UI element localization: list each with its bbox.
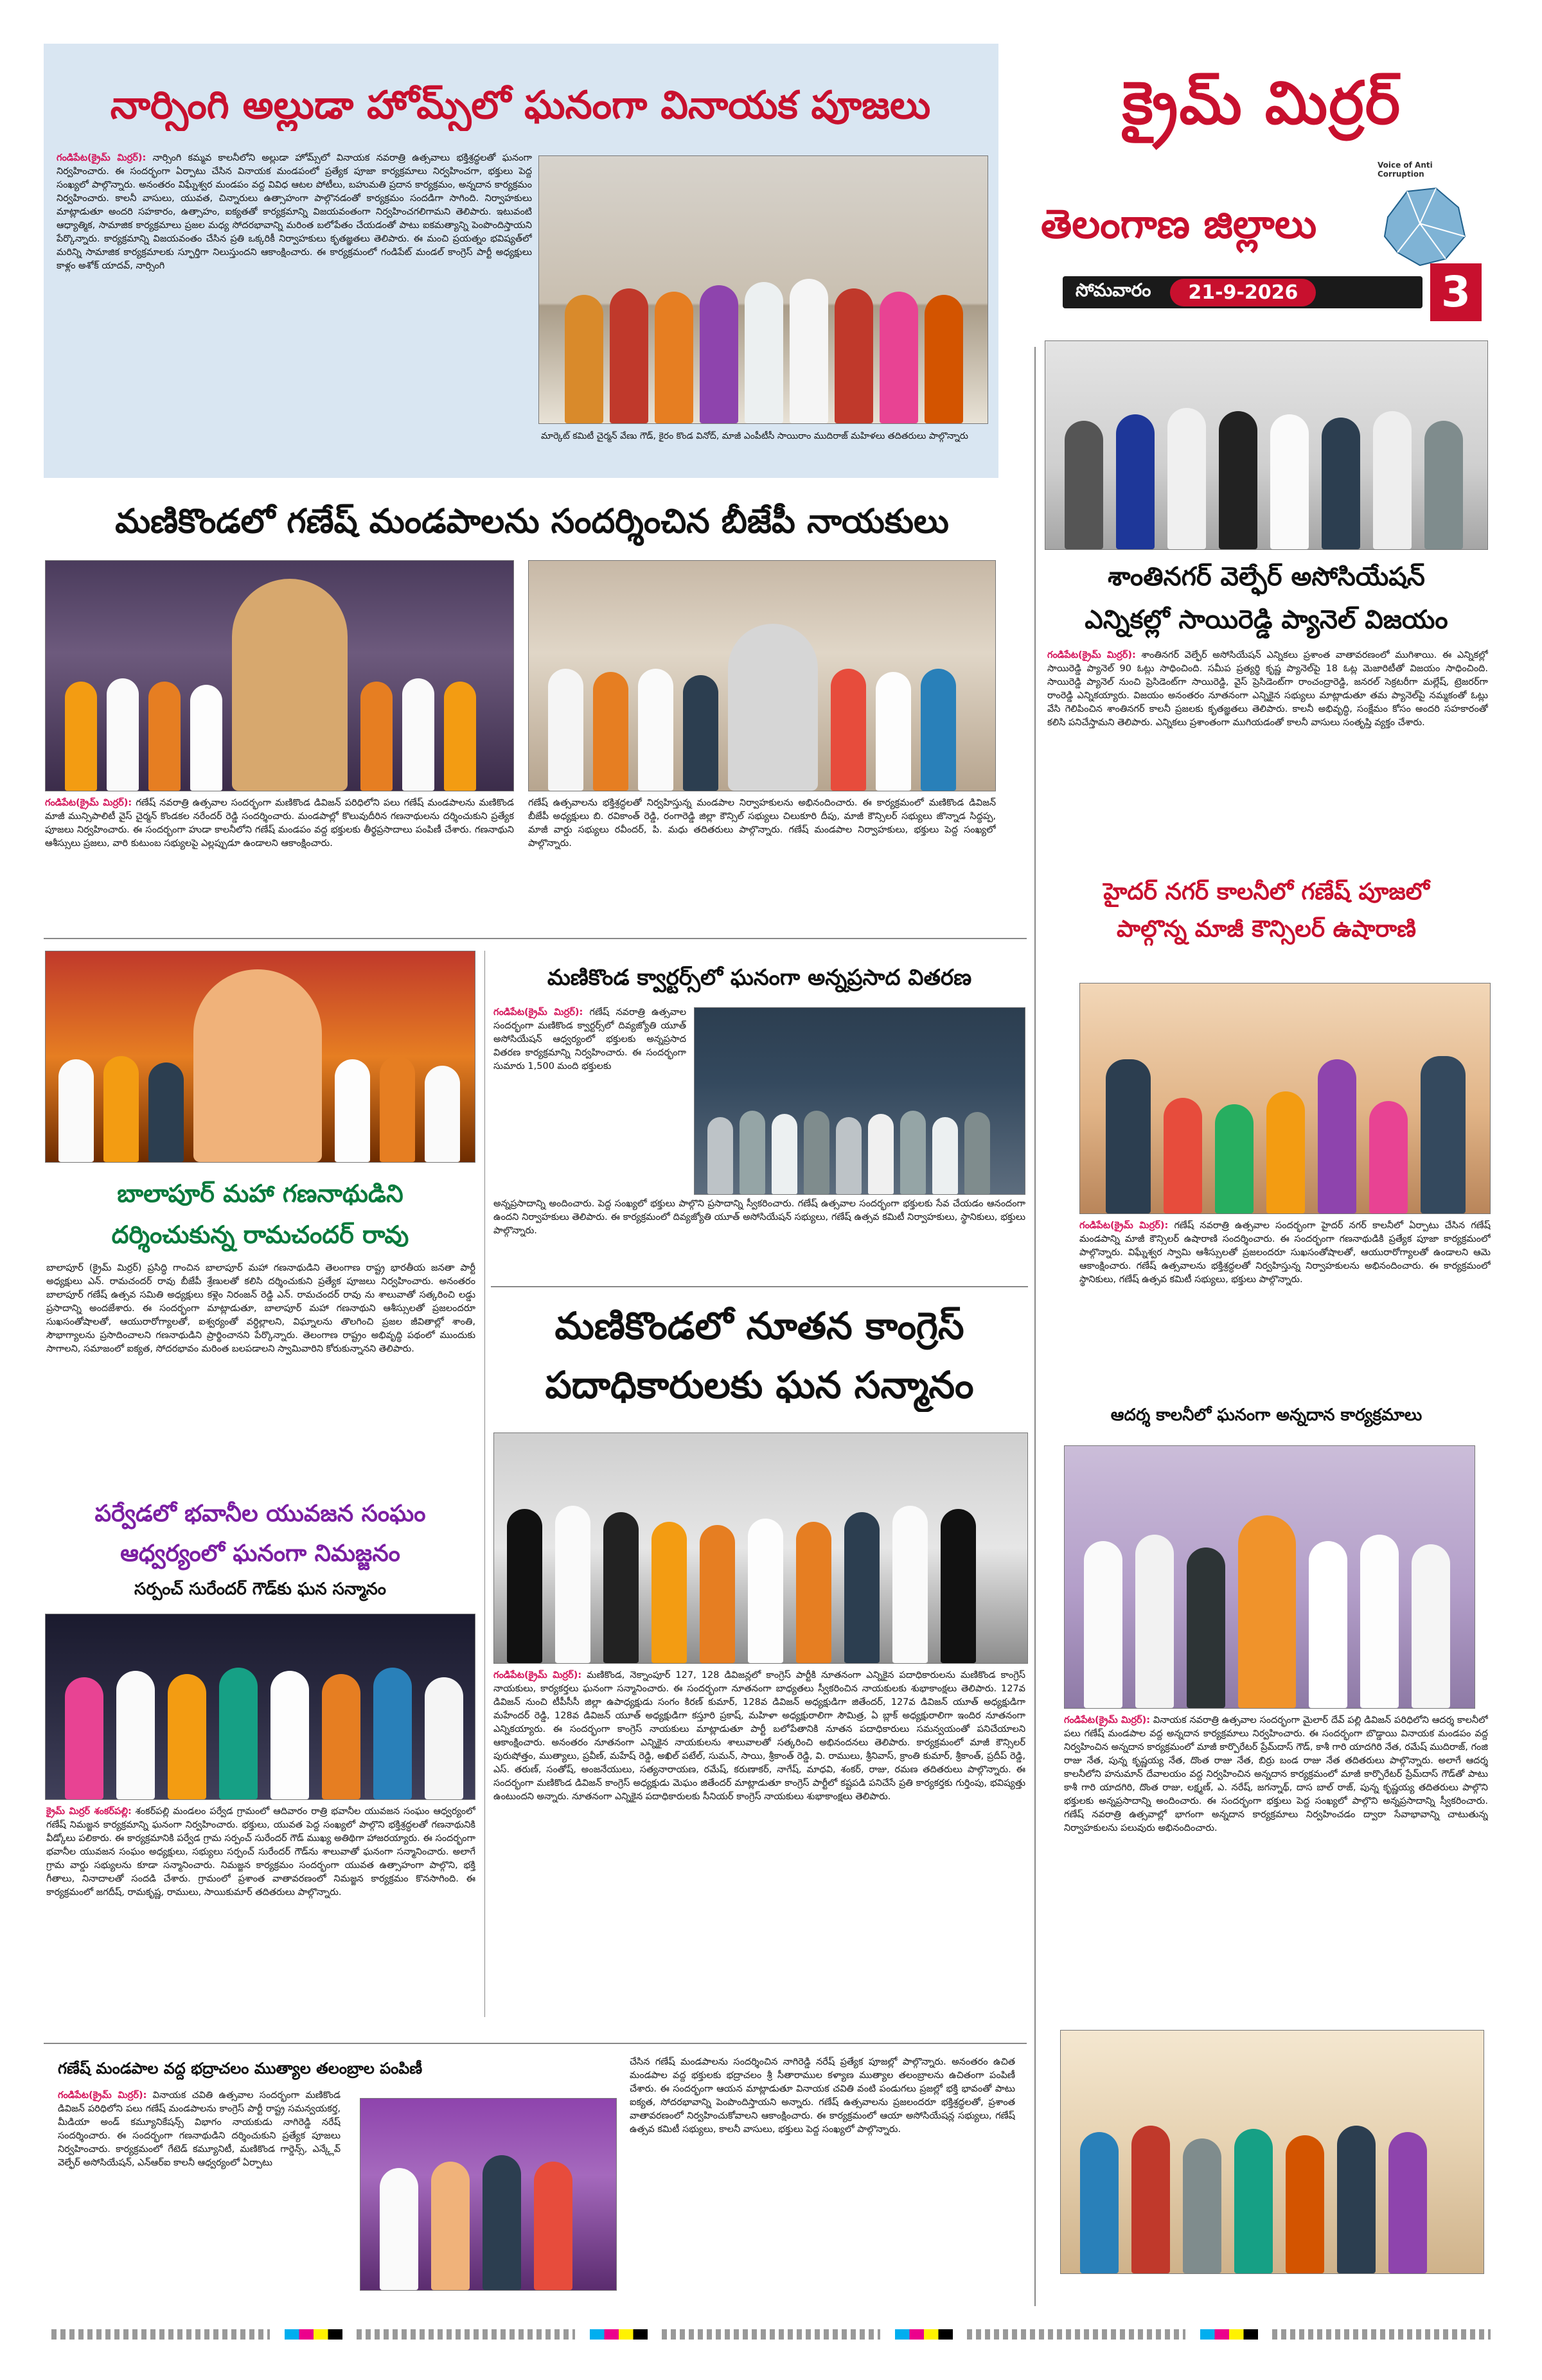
story5-photo [694, 1007, 1025, 1195]
story2-body-left: గండిపేట(క్రైమ్ మిర్రర్): గణేష్ నవరాత్రి ఉత్సవాల సందర్భంగా మణికొండ డివిజన్ పరిధిలోని పలు గణేష్ మండపాలను మణికొండ మాజీ మున్సిపాలిటీ వైస్ చైర్మన్ కొండకల నరేందర్ రెడ్డి సందర్శించారు. మండపాల్లో కొలువుదీరిన గణనాథులను దర్శించుకుని ప్రత్యేక పూజలు నిర్వహించారు. ఈ సందర్భంగా హుడా కాలనీలోని గణేష్ మండపం వద్ద భక్తులకు తీర్థప్రసాదాలు పంపిణీ చేశారు. గణనాథుని ఆశీస్సులు ప్రజలు, వారి కుటుంబ సభ్యులపై ఎల్లప్పుడూ ఉండాలని ఆకాంక్షించారు. [45, 798, 514, 849]
brand-tagline: Voice of Anti Corruption [1378, 161, 1433, 179]
story7-headline: గణేష్ మండపాల వద్ద భద్రాచలం ముత్యాల తలంబ్రాల పంపిణీ [58, 2059, 423, 2077]
story6-photo [493, 1432, 1028, 1664]
telangana-map-icon [1375, 179, 1471, 275]
story10-photo-2 [1060, 2030, 1484, 2274]
story10-photo-1 [1064, 1445, 1475, 1709]
story10-headline: ఆదర్శ కాలనీలో ఘనంగా అన్నదాన కార్యక్రమాలు [1110, 1406, 1422, 1425]
story3-headline-2: దర్శించుకున్న రామచందర్ రావు [111, 1221, 409, 1249]
story6-headline-1: మణికొండలో నూతన కాంగ్రెస్ [554, 1304, 964, 1348]
story9-body: గండిపేట(క్రైమ్ మిర్రర్): గణేష్ నవరాత్రి ఉత్సవాల సందర్భంగా హైదర్ నగర్ కాలనీలో ఏర్పాటు చేసిన గణేష్ మండపాన్ని మాజీ కౌన్సిలర్ ఉషారాణి సందర్శించారు. ఈ సందర్భంగా గణనాథుడికి ప్రత్యేక పూజా కార్యక్రమంలో పాల్గొన్నారు. విఘ్నేశ్వర స్వామి ఆశీస్సులతో ప్రజలందరూ సుఖసంతోషాలతో, ఆయురారోగ్యాలతో ఉండాలని ఆమె ఆకాంక్షించారు. గణేష్ ఉత్సవాలను భక్తిశ్రద్ధలతో నిర్వహిస్తున్న నిర్వాహకులను అభినందించారు. ఈ కార్యక్రమంలో స్థానికులు, గణేష్ ఉత్సవ కమిటీ సభ్యులు, భక్తులు పాల్గొన్నారు. [1079, 1221, 1491, 1285]
brand-name: క్రైమ్ మిర్రర్ [1122, 69, 1402, 137]
registration-bar [51, 2329, 1491, 2340]
story4-headline-1: పర్వేడలో భవానీల యువజన సంఘం [94, 1501, 426, 1527]
story9-headline-1: హైదర్ నగర్ కాలనీలో గణేష్ పూజలో [1103, 879, 1430, 905]
story1-photo [538, 155, 988, 424]
right-column-rule [1034, 347, 1036, 2306]
divider-1 [44, 938, 1027, 939]
story5-body-narrow: గండిపేట(క్రైమ్ మిర్రర్): గణేష్ నవరాత్రి ఉత్సవాల సందర్భంగా మణికొండ క్వార్టర్స్‌లో దివ్యజ్యోతి యూత్ అసోసియేషన్ ఆధ్వర్యంలో భక్తులకు అన్నప్రసాద వితరణ కార్యక్రమాన్ని నిర్వహించారు. ఈ సందర్భంగా సుమారు 1,500 మంది భక్తులకు [493, 1007, 686, 1071]
story8-headline-2: ఎన్నికల్లో సాయిరెడ్డి ప్యానెల్ విజయం [1085, 605, 1448, 635]
story4-body: క్రైమ్ మిర్రర్ శంకర్‌పల్లి: శంకర్‌పల్లి మండలం పర్వేడ గ్రామంలో ఆదివారం రాత్రి భవానీల యువజన సంఘం ఆధ్వర్యంలో గణేష్ నిమజ్జన కార్యక్రమాన్ని ఘనంగా నిర్వహించారు. భక్తులు, యువత పెద్ద సంఖ్యలో పాల్గొని భక్తిశ్రద్ధలతో గణనాథునికి వీడ్కోలు పలికారు. ఈ కార్యక్రమానికి పర్వేడ గ్రామ సర్పంచ్ సురేందర్ గౌడ్ ముఖ్య అతిథిగా హాజరయ్యారు. ఈ సందర్భంగా భవానీల యువజన సంఘం అధ్యక్షులు, సభ్యులు సర్పంచ్ సురేందర్ గౌడ్‌ను శాలువాతో ఘనంగా సన్మానించారు. అలాగే గ్రామ వార్డు సభ్యులను కూడా సన్మానించారు. నిమజ్జన కార్యక్రమం సందర్భంగా యువత ఉత్సాహంగా పాల్గొని, భక్తి గీతాలు, నినాదాలతో సందడి చేశారు. గ్రామంలో ప్రశాంత వాతావరణంలో నిమజ్జన కార్యక్రమం కొనసాగింది. ఈ కార్యక్రమంలో జగదీష్, రామకృష్ణ, రాములు, సాయికుమార్ తదితరులు పాల్గొన్నారు. [46, 1806, 475, 1898]
story2-photo-1 [45, 560, 514, 791]
story9-photo [1079, 983, 1491, 1214]
story1-body: గండిపేట(క్రైమ్ మిర్రర్): నార్సింగి కమ్మవ కాలనీలోని అల్లుడా హోమ్స్‌లో వినాయక నవరాత్రి ఉత్సవాలు భక్తిశ్రద్ధలతో ఘనంగా నిర్వహించారు. ఈ సందర్భంగా ఏర్పాటు చేసిన వినాయక మండపంలో ప్రత్యేక పూజా కార్యక్రమాలు నిర్వహించగా, భక్తులు పెద్ద సంఖ్యలో పాల్గొన్నారు. అనంతరం విఘ్నేశ్వర మండపం వద్ద వివిధ ఆటల పోటీలు, బహుమతి ప్రదాన కార్యక్రమం, అన్నదాన కార్యక్రమం నిర్వహించారు. కాలనీ వాసులు, యువత, చిన్నారులు ఉత్సాహంగా పాల్గొనడంతో కార్యక్రమం సందడిగా సాగింది. నిర్వాహకులు మాట్లాడుతూ అందరి సహకారం, ఉత్సాహం, ఐక్యతతో కార్యక్రమాన్ని విజయవంతంగా నిర్వహించగలిగామని తెలిపారు. ఇటువంటి ఆధ్యాత్మిక, సామాజిక కార్యక్రమాలు ప్రజల మధ్య సోదరభావాన్ని మరింత బలోపేతం చేయడంతో పాటు ఐకమత్యాన్ని పెంపొందిస్తాయని పేర్కొన్నారు. కార్యక్రమాన్ని విజయవంతం చేసిన ప్రతి ఒక్కరికీ నిర్వాహకులు కృతజ్ఞతలు తెలిపారు. ఈ మంచి ప్రయత్నం భవిష్యత్‌లో మరిన్ని సామాజిక కార్యక్రమాలకు స్ఫూర్తిగా నిలుస్తుందని ఆకాంక్షించారు. ఈ కార్యక్రమంలో గండిపేట్ మండల్ కాంగ్రెస్ పార్టీ అధ్యక్షులు కాళ్లం అశోక్ యాదవ్, నార్సింగి [57, 153, 532, 271]
story2-photo-2 [528, 560, 996, 791]
date-label: 21-9-2026 [1170, 279, 1316, 306]
date-bar [1063, 276, 1422, 308]
day-label: సోమవారం [1076, 279, 1151, 301]
divider-3 [44, 2043, 1027, 2044]
divider-2 [491, 1286, 1028, 1287]
story10-body: గండిపేట(క్రైమ్ మిర్రర్): వినాయక నవరాత్రి ఉత్సవాల సందర్భంగా మైలార్ దేవ్ పల్లి డివిజన్ పరిధిలోని ఆదర్శ కాలనీలో పలు గణేష్ మండపాల వద్ద అన్నదాన కార్యక్రమాలు నిర్వహించారు. ఈ సందర్భంగా బొడ్డాయి వినాయక మండపం వద్ద నిర్వహించిన అన్నదాన కార్యక్రమంలో మాజీ కార్పొరేటర్ ప్రేమ్‌దాస్ గౌడ్, కాశీ గారి యాదగిరి నేత, రమేష్ ముదిరాజ్, గంజి రాజు నేత, పున్న కృష్ణయ్య నేత, దొంత రాజు నేత, బిర్రు బండ రాజు నేత తదితరులు పాల్గొన్నారు. అలాగే ఆదర్శ కాలనీలోని హనుమాన్ దేవాలయం వద్ద నిర్వహించిన అన్నదాన కార్యక్రమంలో మాజీ కార్పొరేటర్ ప్రేమ్‌దాస్ గౌడ్‌తో పాటు కాశీ గారి యాదగిరి, దొంత రాజు, లక్ష్మణ్, ఎ. నరేష్, జగన్నాథ్, దాస బాల్ రాజ్, పున్న కృష్ణయ్య తదితరులు పాల్గొని భక్తులకు అన్నప్రసాదాన్ని అందించారు. ఈ సందర్భంగా భక్తులు పెద్ద సంఖ్యలో పాల్గొని అన్నప్రసాదాన్ని స్వీకరించారు. గణేష్ నవరాత్రి ఉత్సవాల్లో భాగంగా అన్నదాన కార్యక్రమాలు నిర్వహించడం ద్వారా సేవాభావాన్ని చాటుతున్న నిర్వాహకులను పలువురు అభినందించారు. [1064, 1715, 1488, 1833]
page-number: 3 [1430, 263, 1482, 321]
story3-photo [45, 951, 475, 1163]
brand-logo [1050, 59, 1474, 162]
story4-subhead: సర్పంచ్ సురేందర్ గౌడ్‌కు ఘన సన్మానం [134, 1580, 386, 1599]
story3-headline-1: బాలాపూర్ మహా గణనాథుడిని [117, 1179, 403, 1208]
story5-body-wide: అన్నప్రసాదాన్ని అందించారు. పెద్ద సంఖ్యలో భక్తులు పాల్గొని ప్రసాదాన్ని స్వీకరించారు. గణేష్ ఉత్సవాల సందర్భంగా భక్తులకు సేవ చేయడం ఆనందంగా ఉందని నిర్వాహకులు తెలిపారు. ఈ కార్యక్రమంలో దివ్యజ్యోతి యూత్ అసోసియేషన్ సభ్యులు, గణేష్ ఉత్సవ కమిటీ నిర్వాహకులు, స్థానికులు, భక్తులు పాల్గొన్నారు. [493, 1199, 1025, 1236]
story9-headline-2: పాల్గొన్న మాజీ కౌన్సిలర్ ఉషారాణి [1117, 916, 1416, 942]
story3-body: బాలాపూర్ (క్రైమ్ మిర్రర్) ప్రసిద్ధి గాంచిన బాలాపూర్ మహా గణనాథుడిని తెలంగాణ రాష్ట్ర భారతీయ జనతా పార్టీ అధ్యక్షులు ఎన్. రామచందర్ రావు బీజేపీ శ్రేణులతో కలిసి దర్శించుకుని ప్రత్యేక పూజలు నిర్వహించారు. అనంతరం బాలాపూర్ గణేష్ ఉత్సవ సమితి అధ్యక్షులు కళ్లెం నిరంజన్ రెడ్డి ఎన్. రామచందర్ రావు ను శాలువాతో సత్కరించి లడ్డు ప్రసాదాన్ని అందజేశారు. ఈ సందర్భంగా మాట్లాడుతూ, బాలాపూర్ మహా గణనాథుని ఆశీస్సులతో ప్రజలందరూ సుఖసంతోషాలతో, ఆయురారోగ్యాలతో, ఐశ్వర్యంతో వర్ధిల్లాలని, విఘ్నాలను తొలగించి ప్రజల జీవితాల్లో శాంతి, సౌభాగ్యాలను ప్రసాదించాలని గణనాథుడిని ప్రార్థించానని పేర్కొన్నారు. తెలంగాణ రాష్ట్రం అభివృద్ధి పథంలో ముందుకు సాగాలని, సమాజంలో ఐక్యత, సోదరభావం మరింత బలపడాలని స్వామివారిని కోరుకున్నానని తెలిపారు. [46, 1263, 475, 1354]
masthead [1037, 46, 1491, 355]
story2-headline: మణికొండలో గణేష్ మండపాలను సందర్శించిన బీజేపీ నాయకులు [115, 502, 949, 541]
story8-body: గండిపేట(క్రైమ్ మిర్రర్): శాంతినగర్ వెల్ఫేర్ అసోసియేషన్ ఎన్నికలు ప్రశాంత వాతావరణంలో ముగిశాయి. ఈ ఎన్నికల్లో సాయిరెడ్డి ప్యానెల్ 90 ఓట్లు సాధించింది. సమీప ప్రత్యర్థి కృష్ణ ప్యానెల్‌పై 18 ఓట్ల మెజారిటీతో విజయం సాధించింది. సాయిరెడ్డి ప్యానెల్ నుంచి ప్రెసిడెంట్‌గా సాయిరెడ్డి, వైస్ ప్రెసిడెంట్‌గా రాంచంద్రారెడ్డి, జనరల్ సెక్రటరీగా మల్లేష్, ట్రెజరర్‌గా రాంరెడ్డి ఎన్నికయ్యారు. విజయం అనంతరం నూతనంగా ఎన్నికైన సభ్యులు మాట్లాడుతూ తమ ప్యానెల్‌పై నమ్మకంతో ఓట్లు వేసి గెలిపించిన శాంతినగర్ కాలనీ ప్రజలకు కృతజ్ఞతలు తెలిపారు. కాలనీ అభివృద్ధి, సంక్షేమం కోసం అందరి సహకారంతో కలిసి పనిచేస్తామని తెలిపారు. ఎన్నికలు ప్రశాంతంగా ముగియడంతో కాలనీ వాసులు సంతృప్తి వ్యక్తం చేశారు. [1047, 650, 1488, 728]
story2-body-right: గణేష్ ఉత్సవాలను భక్తిశ్రద్ధలతో నిర్వహిస్తున్న మండపాల నిర్వాహకులను అభినందించారు. ఈ కార్యక్రమంలో మణికొండ డివిజన్ బీజేపీ అధ్యక్షులు బి. రవికాంత్ రెడ్డి, రంగారెడ్డి జిల్లా కౌన్సిల్ సభ్యులు చిలుకూరి దీపు, మాజీ కౌన్సిలర్ సభ్యులు జొన్నాడ సిద్ధప్ప, మాజీ వార్డు సభ్యులు రవీందర్, పి. మధు తదితరులు పాల్గొన్నారు. గణేష్ మండపాల నిర్వాహకులు, భక్తులు పెద్ద సంఖ్యలో పాల్గొన్నారు. [528, 798, 996, 849]
section-title: తెలంగాణ జిల్లాలు [1041, 200, 1317, 247]
story8-photo [1045, 340, 1488, 550]
story4-headline-2: ఆధ్వర్యంలో ఘనంగా నిమజ్జనం [120, 1540, 400, 1567]
story1-caption: మార్కెట్ కమిటీ చైర్మన్ వేణు గౌడ్, కైరం కొండ వినోద్, మాజీ ఎంపీటీసీ సాయిరాం ముదిరాజ్ మహిళలు తదితరులు పాల్గొన్నారు [541, 431, 968, 441]
story5-headline: మణికొండ క్వార్టర్స్‌లో ఘనంగా అన్నప్రసాద వితరణ [547, 965, 972, 991]
story8-headline-1: శాంతినగర్ వెల్ఫేర్ అసోసియేషన్ [1108, 562, 1425, 592]
story7-body-right: చేసిన గణేష్ మండపాలను సందర్శించిన నాగిరెడ్డి నరేష్ ప్రత్యేక పూజల్లో పాల్గొన్నారు. అనంతరం ఉచిత మండపాల వద్ద భక్తులకు భద్రాచలం శ్రీ సీతారాముల కళ్యాణ ముత్యాల తలంబ్రాలను ఉచితంగా పంపిణీ చేశారు. ఈ సందర్భంగా ఆయన మాట్లాడుతూ వినాయక చవితి వంటి పండుగలు ప్రజల్లో భక్తి భావంతో పాటు ఐక్యత, సోదరభావాన్ని పెంపొందిస్తాయని అన్నారు. గణేష్ ఉత్సవాలను ప్రజలందరూ భక్తిశ్రద్ధలతో, ప్రశాంత వాతావరణంలో నిర్వహించుకోవాలని ఆకాంక్షించారు. ఈ కార్యక్రమంలో ఆయా అసోసియేషన్ల సభ్యులు, గణేష్ ఉత్సవ కమిటీ సభ్యులు, కాలనీ వాసులు, భక్తులు పెద్ద సంఖ్యలో పాల్గొన్నారు. [630, 2057, 1015, 2135]
story6-headline-2: పదాధికారులకు ఘన సన్మానం [545, 1363, 974, 1407]
story7-photo [360, 2098, 617, 2291]
story4-photo [45, 1614, 475, 1800]
story7-body-left: గండిపేట(క్రైమ్ మిర్రర్): వినాయక చవితి ఉత్సవాల సందర్భంగా మణికొండ డివిజన్ పరిధిలోని పలు గణేష్ మండపాలను కాంగ్రెస్ పార్టీ రాష్ట్ర సమన్వయకర్త, మీడియా అండ్ కమ్యూనికేషన్స్ విభాగం నాయకుడు నాగిరెడ్డి నరేష్ సందర్శించారు. ఈ సందర్భంగా గణనాథుడిని దర్శించుకుని ప్రత్యేక పూజలు నిర్వహించారు. కార్యక్రమంలో గేటెడ్ కమ్యూనిటీ, మణికొండ గార్డెన్స్, ఎన్క్లేవ్ వెల్ఫేర్ అసోసియేషన్, ఎన్ఆర్‌ఐ కాలనీ ఆధ్వర్యంలో ఏర్పాటు [58, 2090, 341, 2168]
story1-headline: నార్సింగి అల్లుడా హోమ్స్‌లో ఘనంగా వినాయక పూజలు [110, 83, 931, 128]
story6-body: గండిపేట(క్రైమ్ మిర్రర్): మణికొండ, నెక్నాంపూర్ 127, 128 డివిజన్లలో కాంగ్రెస్ పార్టీకి నూతనంగా ఎన్నికైన పదాధికారులను మణికొండ కాంగ్రెస్ నాయకులు, కార్యకర్తలు ఘనంగా సన్మానించారు. ఈ సందర్భంగా నూతనంగా బాధ్యతలు స్వీకరించిన నాయకులకు శుభాకాంక్షలు తెలిపారు. 127వ డివిజన్ నుంచి టీపీసీసీ జిల్లా ఉపాధ్యక్షుడు సంగం కిరణ్ కుమార్, 128వ డివిజన్ అధ్యక్షుడిగా జితేందర్, 127వ డివిజన్ యూత్ అధ్యక్షుడిగా మహేందర్ రెడ్డి, 128వ డివిజన్ యూత్ అధ్యక్షుడిగా కస్తూరి ప్రకాష్, మహిళా అధ్యక్షురాలిగా సౌమిత్ర, ఏ బ్లాక్ అధ్యక్షురాలిగా ఇందిర నూతనంగా ఎన్నికయ్యారు. ఈ సందర్భంగా కాంగ్రెస్ నాయకులు మాట్లాడుతూ పార్టీ బలోపేతానికి నూతన పదాధికారులు సమన్వయంతో పనిచేయాలని ఆకాంక్షించారు. అనంతరం నూతనంగా ఎన్నికైన నాయకులను శాలువాలతో సత్కరించి అభినందనలు తెలిపారు. కార్యక్రమంలో మాజీ కౌన్సిలర్ పురుషోత్తం, ముత్యాలు, ప్రవీణ్, మహేష్ రెడ్డి, అఖిల్ పటేల్, సుమన్, సాయి, శ్రీకాంత్ రెడ్డి, వి. రాములు, శ్రీనివాస్, క్రాంతి కుమార్, శ్రీకాంత్, ప్రదీప్ రెడ్డి, ఎస్. తరుణ్, సంతోష్, అంజనేయులు, సత్యనారాయణ, రమేష్, కరుణాకర్, నాగేష్, మాధవి, శంకర్, రాజు, రమణ తదితరులు పాల్గొన్నారు. ఈ సందర్భంగా మణికొండ డివిజన్ కాంగ్రెస్ అధ్యక్షుడు మెఘం జితేందర్ మాట్లాడుతూ కాంగ్రెస్ పార్టీలో కష్టపడి పనిచేసే ప్రతి కార్యకర్తకు గుర్తింపు, భవిష్యత్తు ఉంటుందని అన్నారు. నూతనంగా ఎన్నికైన పదాధికారులకు సీనియర్ కాంగ్రెస్ నాయకులు శుభాకాంక్షలు తెలిపారు. [493, 1670, 1025, 1802]
col-rule-left [484, 951, 485, 2017]
